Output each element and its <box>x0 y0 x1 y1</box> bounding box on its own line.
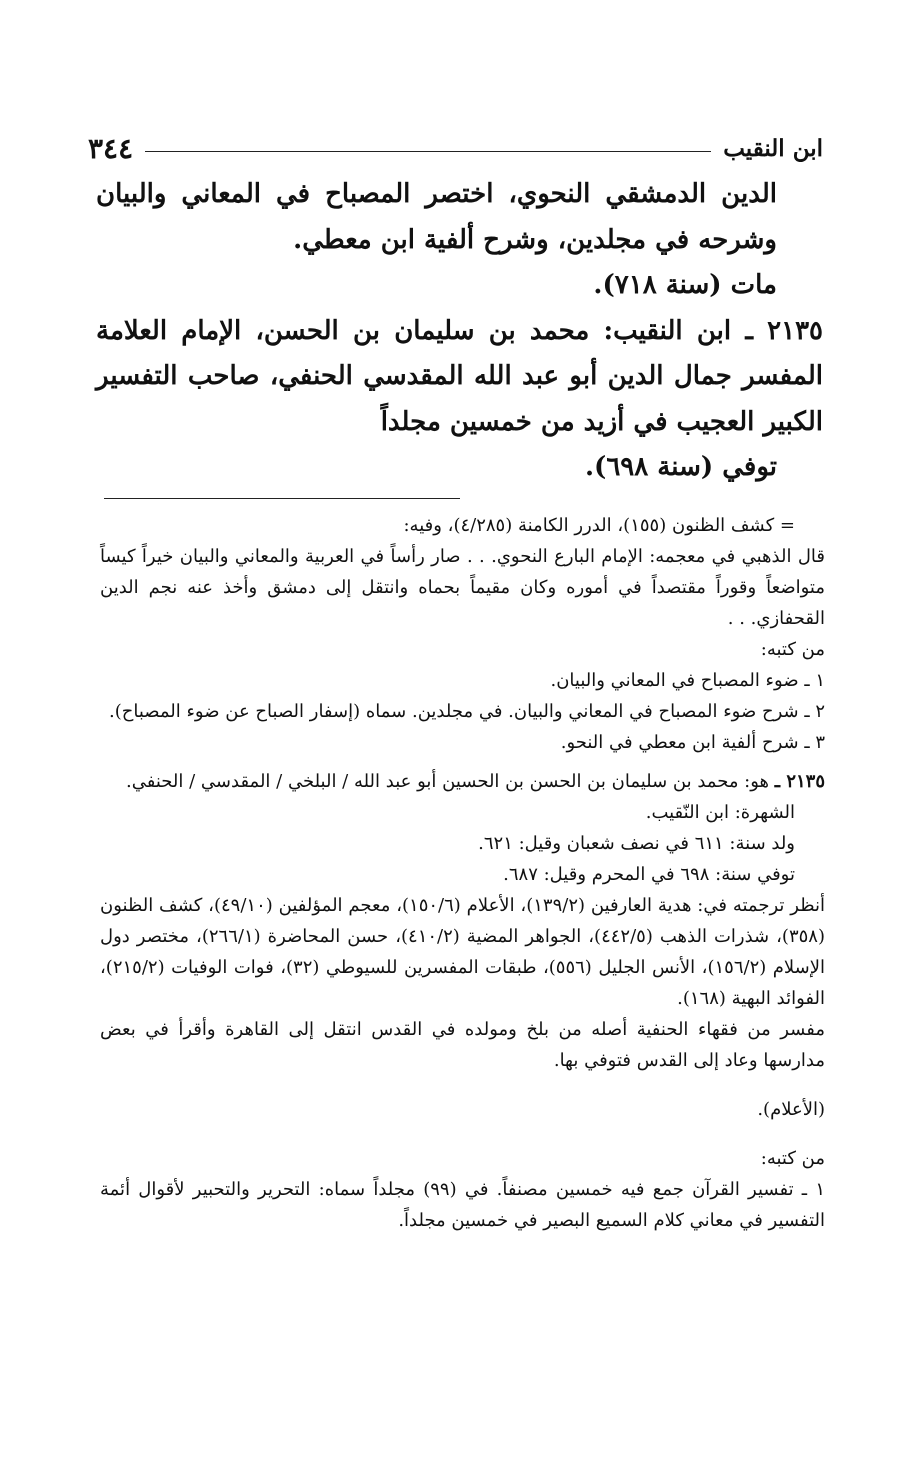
entry-2135-death: توفي (سنة ٦٩٨). <box>584 452 777 482</box>
footnote-2135-number: ٢١٣٥ ـ <box>774 771 825 792</box>
footnotes <box>100 510 825 1236</box>
footnote-2135-birth: ولد سنة: ٦١١ في نصف شعبان وقيل: ٦٢١. <box>478 833 795 854</box>
footnote-2135-death: توفي سنة: ٦٩٨ في المحرم وقيل: ٦٨٧. <box>503 864 795 885</box>
footnote-2134-book-2: ٢ ـ شرح ضوء المصباح في المعاني والبيان. في مجلدين. سماه (إسفار الصباح عن ضوء المصباح). <box>108 701 825 722</box>
footnote-2135-bio: مفسر من فقهاء الحنفية أصله من بلخ ومولده في القدس انتقل إلى القاهرة وأقرأ في بعض مدارسها وعاد إلى القدس فتوفي بها. <box>100 1019 825 1071</box>
footnote-2134-book-1: ١ ـ ضوء المصباح في المعاني والبيان. <box>550 670 825 691</box>
running-title: ابن النقيب <box>723 134 823 162</box>
entry-2135-text: ابن النقيب: محمد بن سليمان بن الحسن، الإمام العلامة المفسر جمال الدين أبو عبد الله المقدسي الحنفي، صاحب التفسير الكبير العجيب في أزيد من خمسين مجلداً <box>96 315 823 437</box>
footnote-2134-sources: = كشف الظنون (١٥٥)، الدرر الكامنة (٤/٢٨٥)، وفيه: <box>403 515 795 536</box>
footnote-2134-book-3: ٣ ـ شرح ألفية ابن معطي في النحو. <box>560 732 825 753</box>
continued-marker: = <box>779 515 795 536</box>
footnote-separator <box>104 498 460 499</box>
footnote-2135-book-1: ١ ـ تفسير القرآن جمع فيه خمسين مصنفاً. في (٩٩) مجلداً سماه: التحرير والتحبير لأقوال أئمة التفسير في معاني كلام السميع البصير في خمسين مجلداً. <box>100 1179 825 1231</box>
footnote-2135-fame: الشهرة: ابن النّقيب. <box>645 802 795 823</box>
footnote-2135-name: ٢١٣٥ ـ هو: محمد بن سليمان بن الحسن بن الحسين أبو عبد الله / البلخي / المقدسي / الحنفي. <box>126 771 825 792</box>
footnote-2135-references: أنظر ترجمته في: هدية العارفين (١٣٩/٢)، الأعلام (١٥٠/٦)، معجم المؤلفين (٤٩/١٠)، كشف الظنون (٣٥٨)، شذرات الذهب (٤٤٢/٥)، الجواهر المضية (٤١٠/٢)، حسن المحاضرة (٢٦٦/١)، مختصر دول الإسلام (١٥٦/٢)، الأنس الجليل (٥٥٦)، طبقات المفسرين للسيوطي (٣٢)، فوات الوفيات (٢١٥/٢)، الفوائد البهية (١٦٨). <box>100 895 826 1009</box>
entry-2135 <box>96 309 823 446</box>
main-text <box>96 172 823 491</box>
entry-2134-death: مات (سنة ٧١٨). <box>593 270 777 300</box>
entry-2135-number: ٢١٣٥ ـ <box>745 315 824 346</box>
footnote-2135-books-heading: من كتبه: <box>760 1148 825 1169</box>
footnote-2135-source-label: (الأعلام). <box>757 1099 825 1120</box>
running-header <box>88 128 823 168</box>
footnote-2134-quote: قال الذهبي في معجمه: الإمام البارع النحوي. . . صار رأساً في العربية والمعاني والبيان خيراً كيساً متواضعاً وقوراً مقتصداً في أموره وكان مقيماً بحماه وانتقل إلى دمشق وأخذ عنه نجم الدين القحفازي. . . <box>100 546 825 629</box>
page-number: ٣٤٤ <box>88 131 134 165</box>
header-rule <box>145 151 711 152</box>
footnote-2134-books-heading: من كتبه: <box>760 639 825 660</box>
entry-2134-continuation: الدين الدمشقي النحوي، اختصر المصباح في المعاني والبيان وشرحه في مجلدين، وشرح ألفية ابن معطي. <box>96 179 777 255</box>
